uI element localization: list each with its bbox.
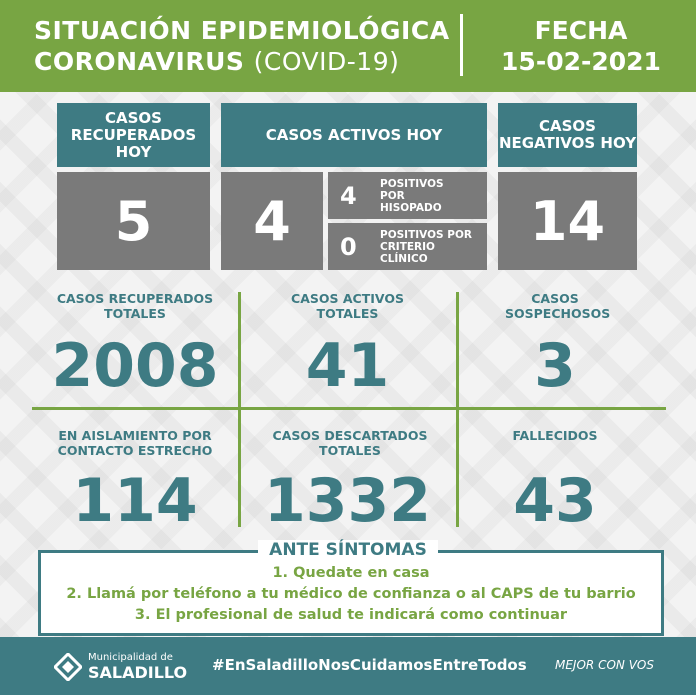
deceased-value: 43 [513, 466, 597, 536]
municipality-name: SALADILLO [88, 663, 188, 682]
active-total-label: CASOS ACTIVOS TOTALES [291, 291, 404, 321]
clinical-positive-label: POSITIVOS POR CRITERIO CLÍNICO [380, 228, 472, 265]
active-today-label: CASOS ACTIVOS HOY [221, 103, 487, 167]
swab-positive-label: POSITIVOS POR HISOPADO [380, 177, 444, 214]
clinical-positive-row [328, 223, 487, 270]
campaign-tagline: MEJOR CON VOS [555, 658, 654, 672]
suspected-value: 3 [534, 331, 576, 401]
date-value: 15-02-2021 [501, 47, 661, 76]
swab-positive-row [328, 172, 487, 219]
negative-today-value: 14 [529, 189, 606, 253]
header-divider [460, 14, 463, 76]
page-title: SITUACIÓN EPIDEMIOLÓGICA [34, 16, 450, 45]
symptom-step-2: 2. Llamá por teléfono a tu médico de confianza o al CAPS de tu barrio [66, 586, 636, 602]
municipality-small-text: Municipalidad de [88, 652, 173, 663]
municipality-logo-icon [54, 653, 82, 681]
isolation-value: 114 [72, 466, 198, 536]
symptoms-title: ANTE SÍNTOMAS [258, 540, 438, 560]
subtitle-main: CORONAVIRUS [34, 47, 245, 76]
recovered-total-label: CASOS RECUPERADOS TOTALES [56, 291, 214, 321]
negative-today-label: CASOS NEGATIVOS HOY [498, 103, 637, 167]
isolation-label: EN AISLAMIENTO POR CONTACTO ESTRECHO [57, 428, 213, 458]
recovered-today-box [57, 172, 210, 270]
active-today-box [221, 172, 323, 270]
deceased-label: FALLECIDOS [512, 428, 598, 443]
footer-banner [0, 637, 696, 695]
header-banner [0, 0, 696, 92]
date-label: FECHA [534, 16, 628, 45]
clinical-positive-value: 0 [340, 232, 357, 261]
subtitle-covid: (COVID-19) [253, 47, 400, 76]
recovered-total-value: 2008 [51, 331, 219, 401]
page-subtitle [34, 47, 399, 76]
suspected-label: CASOS SOSPECHOSOS [505, 291, 611, 321]
symptom-step-3: 3. El profesional de salud te indicará como continuar [134, 607, 568, 623]
negative-today-box [498, 172, 637, 270]
active-today-value: 4 [253, 189, 291, 253]
symptom-step-1: 1. Quedate en casa [272, 565, 430, 581]
recovered-today-value: 5 [114, 189, 153, 253]
grid-line-horizontal [32, 407, 666, 410]
active-total-value: 41 [305, 331, 390, 401]
recovered-today-label: CASOS RECUPERADOS HOY [57, 103, 210, 167]
campaign-hashtag: #EnSaladilloNosCuidamosEntreTodos [212, 656, 527, 674]
discarded-value: 1332 [264, 466, 431, 536]
swab-positive-value: 4 [340, 181, 357, 210]
discarded-label: CASOS DESCARTADOS TOTALES [272, 428, 428, 458]
